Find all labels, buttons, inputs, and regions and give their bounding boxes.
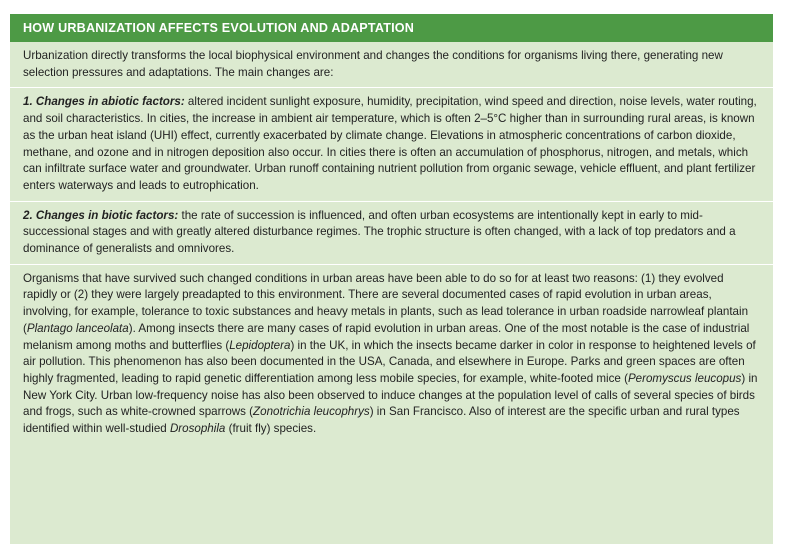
biotic-paragraph [23,208,760,258]
closing-text-4: ) in New York City. Urban low-frequency noise has also been observed to induce changes at the population level of calls of several species of birds and frogs, such as white-crowned sparrows ( [23,371,758,419]
abiotic-text: altered incident sunlight exposure, humidity, precipitation, wind speed and direction, noise levels, water routing, and soil characteristics. In cities, the increase in ambient air temperature, which is often 2–5°C higher than in surrounding rural areas, is known as the urban heat island (UHI) effect, currently exacerbated by climate change. Elevations in atmospheric concentrations of carbon dioxide, methane, and ozone and in nitrogen deposition also occur. In cities there is often an accumulation of phosphorus, nitrogen, and metals, which can infiltrate surface water and groundwater. Urban runoff containing nutrient pollution from organic sewage, vehicle effluent, and plant fertilizer enters waterways and leads to eutrophication. [23,95,757,192]
species-name: Peromyscus leucopus [627,371,742,385]
biotic-text: the rate of succession is influenced, and often urban ecosystems are intentionally kept in early to mid- successional stages and with greatly altered disturbance regimes. The trophic structure is often changed, with a lack of top predators and a dominance of generalists and omnivores. [23,208,736,256]
sidebar-box [10,14,773,544]
abiotic-lead: 1. Changes in abiotic factors: [23,95,185,109]
box-title: HOW URBANIZATION AFFECTS EVOLUTION AND ADAPTATION [10,14,773,42]
box-content [10,42,773,438]
closing-text-1: Organisms that have survived such changed conditions in urban areas have been able to do so for at least two reasons: (1) they evolved rapidly or (2) they were largely preadapted to this environment. There are several documented cases of rapid evolution in urban areas, involving, for example, tolerance to toxic substances and heavy metals in plants, such as lead tolerance in urban roadside narrowleaf plantain ( [23,271,749,335]
divider [10,87,773,88]
species-name: Plantago lanceolata [26,321,129,335]
closing-text-3: ) in the UK, in which the insects became darker in color in response to heightened levels of air pollution. This phenomenon has also been documented in the USA, Canada, and elsewhere in Europe. Parks and green spaces are often highly fragmented, leading to rapid genetic differentiation among less mobile species, for example, white-footed mice ( [23,338,756,385]
divider [10,264,773,265]
abiotic-paragraph [23,94,760,194]
closing-paragraph [23,271,760,438]
intro-paragraph: Urbanization directly transforms the local biophysical environment and changes the conditions for organisms living there, generating new selection pressures and adaptations. The main changes are: [23,49,723,79]
species-name: Zonotrichia leucophrys [253,405,370,419]
closing-text-6: (fruit fly) species. [225,422,317,436]
closing-text-2: ). Among insects there are many cases of rapid evolution in urban areas. One of the most notable is the case of industrial melanism among moths and butterflies ( [23,321,750,352]
biotic-lead: 2. Changes in biotic factors: [23,208,179,222]
species-name: Drosophila [169,422,226,436]
closing-text-5: ) in San Francisco. Also of interest are the specific urban and rural types identified within well-studied [23,405,740,436]
species-name: Lepidoptera [229,338,291,352]
divider [10,201,773,202]
